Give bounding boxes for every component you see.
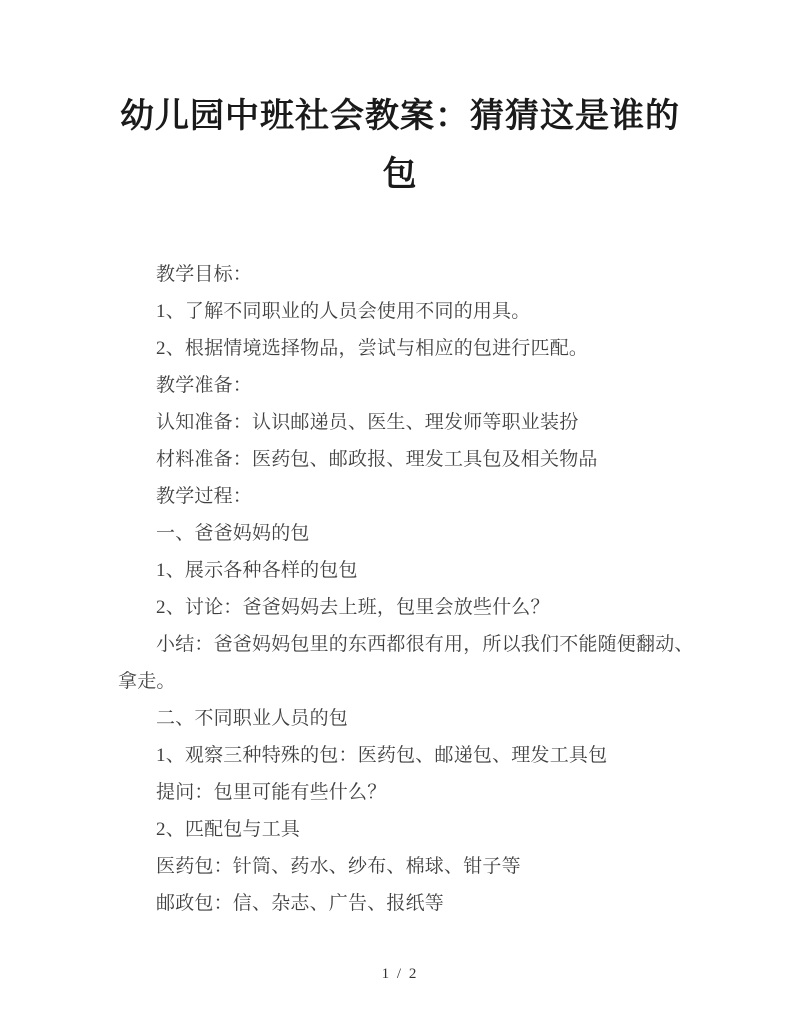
body-line: 二、不同职业人员的包	[156, 708, 349, 729]
body-line: 小结：爸爸妈妈包里的东西都很有用，所以我们不能随便翻动、	[156, 634, 694, 655]
body-line: 拿走。	[118, 671, 176, 692]
page-number-indicator: 1 / 2	[381, 966, 419, 982]
document-title	[60, 88, 740, 204]
body-line: 2、讨论：爸爸妈妈去上班，包里会放些什么？	[156, 597, 550, 618]
page-footer	[0, 966, 800, 983]
body-line: 教学过程：	[156, 486, 253, 507]
document-title-line-2: 包	[382, 156, 418, 193]
body-line: 1、观察三种特殊的包：医药包、邮递包、理发工具包	[156, 745, 608, 766]
body-line: 1、了解不同职业的人员会使用不同的用具。	[156, 301, 531, 322]
body-line: 认知准备：认识邮递员、医生、理发师等职业装扮	[156, 412, 579, 433]
body-line: 材料准备：医药包、邮政报、理发工具包及相关物品	[156, 449, 598, 470]
body-line: 邮政包：信、杂志、广告、报纸等	[156, 893, 445, 914]
document-title-line-1: 幼儿园中班社会教案：猜猜这是谁的	[120, 98, 680, 135]
body-line: 医药包：针筒、药水、纱布、棉球、钳子等	[156, 856, 521, 877]
body-line: 一、爸爸妈妈的包	[156, 523, 310, 544]
body-line: 2、匹配包与工具	[156, 819, 301, 840]
body-line: 提问：包里可能有些什么？	[156, 782, 387, 803]
body-line: 教学准备：	[156, 375, 253, 396]
body-line: 教学目标：	[156, 264, 253, 285]
document-body	[118, 256, 694, 922]
body-line: 2、根据情境选择物品，尝试与相应的包进行匹配。	[156, 338, 589, 359]
body-line: 1、展示各种各样的包包	[156, 560, 358, 581]
